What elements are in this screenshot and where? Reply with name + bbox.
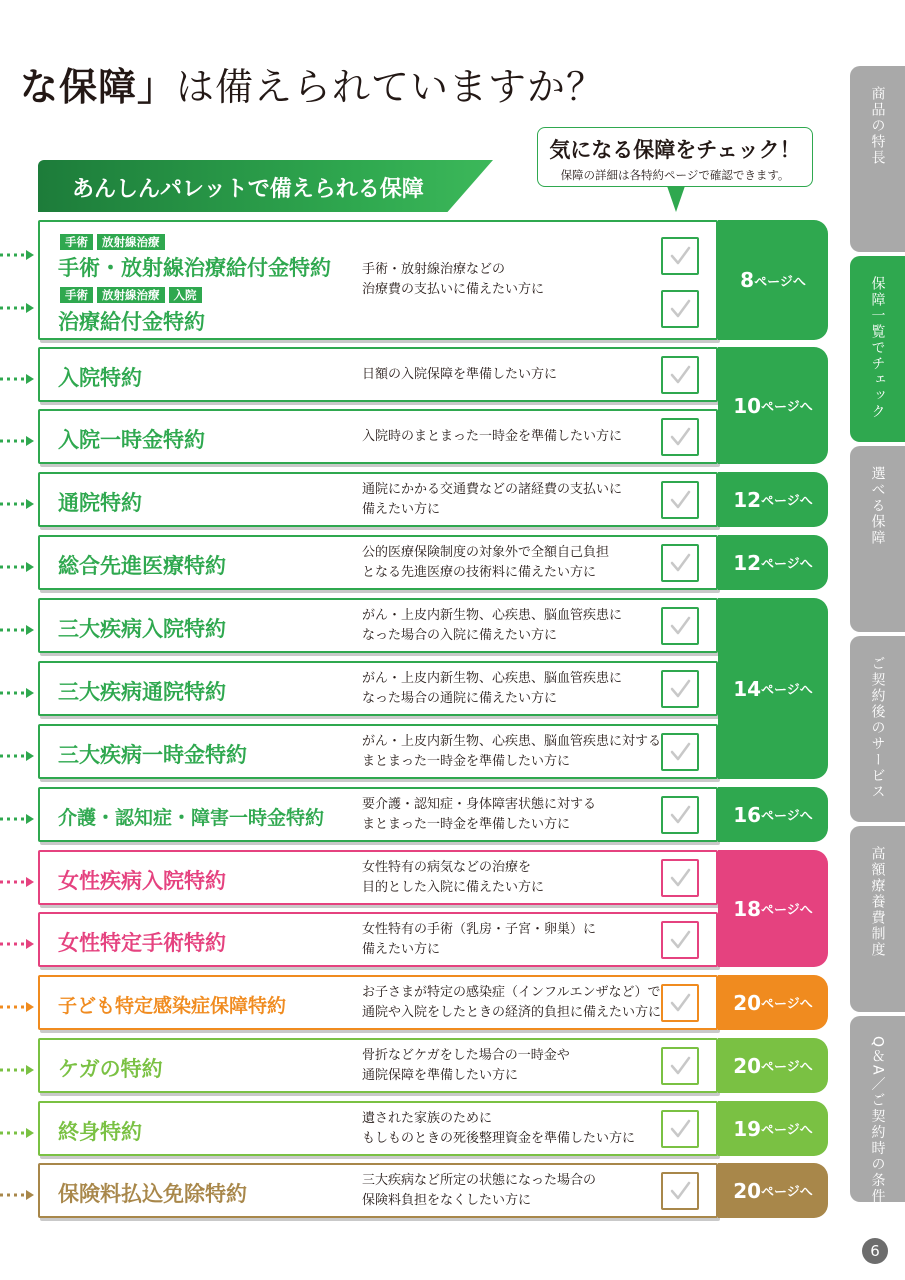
page-link-number: 20 — [733, 1178, 762, 1203]
side-tab[interactable] — [850, 1016, 905, 1205]
check-box[interactable] — [661, 921, 699, 959]
page-link-number: 18 — [733, 896, 762, 921]
coverage-row — [38, 661, 718, 716]
page-link-button[interactable] — [718, 347, 828, 464]
coverage-description — [362, 480, 622, 520]
page-link-button[interactable] — [718, 850, 828, 967]
dotted-arrow-icon — [0, 683, 36, 693]
side-tab[interactable] — [850, 826, 905, 1012]
coverage-name: 女性疾病入院特約 — [58, 869, 226, 893]
coverage-row — [38, 1163, 718, 1218]
check-box[interactable] — [661, 670, 699, 708]
description-line: 保険料負担をなくしたい方に — [362, 1192, 532, 1208]
description-line: 目的とした入院に備えたい方に — [362, 879, 545, 895]
description-line: なった場合の入院に備えたい方に — [362, 627, 558, 643]
check-box[interactable] — [661, 290, 699, 328]
coverage-row — [38, 472, 718, 527]
description-line: なった場合の通院に備えたい方に — [362, 690, 558, 706]
page-link-number: 14 — [733, 676, 762, 701]
dotted-arrow-icon — [0, 809, 36, 819]
category-tag: 放射線治療 — [97, 234, 165, 250]
coverage-name: 入院特約 — [58, 366, 142, 390]
side-tab-label: 保障一覧でチェック — [869, 276, 886, 420]
description-line: がん・上皮内新生物、心疾患、脳血管疾患に — [362, 670, 623, 686]
page-link-number: 12 — [733, 487, 762, 512]
section-banner-text: あんしんパレットで備えられる保障 — [72, 177, 424, 202]
category-tag: 手術 — [60, 234, 93, 250]
check-box[interactable] — [661, 1172, 699, 1210]
coverage-description — [362, 1046, 570, 1086]
page-link-unit: ページへ — [761, 903, 813, 918]
page-title — [20, 56, 605, 111]
coverage-description — [362, 1171, 596, 1211]
page-link-unit: ページへ — [761, 400, 813, 415]
description-line: お子さまが特定の感染症（インフルエンザなど）で — [362, 984, 661, 1000]
page-link-unit: ページへ — [761, 997, 813, 1012]
tag-group — [60, 287, 202, 303]
coverage-row — [38, 787, 718, 842]
description-line: 骨折などケガをした場合の一時金や — [362, 1047, 570, 1063]
dotted-arrow-icon — [0, 934, 36, 944]
coverage-name: 三大疾病入院特約 — [58, 617, 226, 641]
check-box[interactable] — [661, 1110, 699, 1148]
side-tab[interactable] — [850, 636, 905, 822]
page-link-button[interactable] — [718, 975, 828, 1030]
page-link-unit: ページへ — [754, 274, 806, 290]
coverage-name: 総合先進医療特約 — [58, 554, 226, 578]
side-tab[interactable] — [850, 256, 905, 442]
page-link-unit: ページへ — [761, 1060, 813, 1075]
coverage-name: 介護・認知症・障害一時金特約 — [58, 807, 325, 829]
category-tag: 手術 — [60, 287, 93, 303]
page-link-unit: ページへ — [761, 557, 813, 572]
check-box[interactable] — [661, 356, 699, 394]
page-link-number: 20 — [733, 990, 762, 1015]
description-line: まとまった一時金を準備したい方に — [362, 816, 571, 832]
description-line: がん・上皮内新生物、心疾患、脳血管疾患に対する — [362, 733, 662, 749]
dotted-arrow-icon — [0, 1060, 36, 1070]
dotted-arrow-icon — [0, 620, 36, 630]
title-rest: は備えられていますか？ — [176, 65, 606, 109]
page-link-number: 10 — [733, 393, 762, 418]
dotted-arrow-icon — [0, 431, 36, 441]
check-callout — [537, 127, 813, 187]
description-line: まとまった一時金を準備したい方に — [362, 753, 571, 769]
description-line: 女性特有の手術（乳房・子宮・卵巣）に — [362, 921, 597, 937]
side-tab[interactable] — [850, 446, 905, 632]
coverage-name: 女性特定手術特約 — [58, 931, 226, 955]
side-tab-label: 選べる保障 — [869, 466, 886, 546]
coverage-name: 治療給付金特約 — [58, 310, 205, 334]
page-link-number: 12 — [733, 550, 762, 575]
page-link-unit: ページへ — [761, 1185, 813, 1200]
description-line: 入院時のまとまった一時金を準備したい方に — [362, 428, 623, 444]
page-number: 6 — [862, 1238, 888, 1264]
description-line: 通院保障を準備したい方に — [362, 1067, 519, 1083]
coverage-description — [362, 983, 661, 1023]
coverage-row — [38, 347, 718, 402]
page-link-button[interactable] — [718, 598, 828, 779]
page-link-number: 8 — [740, 268, 755, 292]
page-link-button[interactable] — [718, 1038, 828, 1093]
coverage-name: 入院一時金特約 — [58, 428, 205, 452]
description-line: 三大疾病など所定の状態になった場合の — [362, 1172, 597, 1188]
description-line: 通院にかかる交通費などの諸経費の支払いに — [362, 481, 623, 497]
coverage-row — [38, 535, 718, 590]
description-line: 手術・放射線治療などの — [362, 262, 506, 277]
coverage-name: 三大疾病通院特約 — [58, 680, 226, 704]
description-line: となる先進医療の技術料に備えたい方に — [362, 564, 597, 580]
check-box[interactable] — [661, 418, 699, 456]
coverage-row — [38, 724, 718, 779]
title-bold: な保障」 — [20, 65, 177, 109]
check-box[interactable] — [661, 607, 699, 645]
page-link-button[interactable] — [718, 1101, 828, 1156]
coverage-name: ケガの特約 — [58, 1057, 163, 1081]
coverage-description — [362, 795, 596, 835]
coverage-name: 通院特約 — [58, 491, 142, 515]
description-line: もしものときの死後整理資金を準備したい方に — [362, 1130, 636, 1146]
page-link-button[interactable] — [718, 535, 828, 590]
coverage-description — [362, 732, 661, 772]
dotted-arrow-icon — [0, 997, 36, 1007]
coverage-name: 手術・放射線治療給付金特約 — [58, 256, 331, 280]
dotted-arrow-icon — [0, 1185, 36, 1195]
page-link-button[interactable] — [718, 220, 828, 340]
coverage-description — [362, 606, 622, 646]
description-line: 女性特有の病気などの治療を — [362, 859, 532, 875]
coverage-row — [38, 912, 718, 967]
page-link-number: 19 — [733, 1116, 762, 1141]
description-line: 備えたい方に — [362, 501, 441, 517]
coverage-row — [38, 220, 718, 340]
check-box[interactable] — [661, 481, 699, 519]
page-link-button[interactable] — [718, 472, 828, 527]
description-line: 要介護・認知症・身体障害状態に対する — [362, 796, 597, 812]
check-box[interactable] — [661, 984, 699, 1022]
coverage-description — [362, 260, 544, 300]
coverage-name: 保険料払込免除特約 — [58, 1182, 247, 1206]
side-tab-label: Q＆A／ご契約時の条件 — [869, 1036, 886, 1205]
side-tab-label: 商品の特長 — [869, 86, 886, 166]
check-box[interactable] — [661, 237, 699, 275]
callout-pointer-arrow — [667, 186, 685, 212]
page-link-button[interactable] — [718, 1163, 828, 1218]
check-box[interactable] — [661, 859, 699, 897]
coverage-description — [362, 543, 609, 583]
page-link-unit: ページへ — [761, 809, 813, 824]
coverage-description — [362, 920, 596, 960]
check-box[interactable] — [661, 733, 699, 771]
dotted-arrow-icon — [0, 1123, 36, 1133]
side-tab[interactable] — [850, 66, 905, 252]
coverage-row — [38, 1101, 718, 1156]
coverage-name: 子ども特定感染症保障特約 — [58, 995, 287, 1017]
side-tab-label: 高額療養費制度 — [869, 846, 886, 958]
description-line: 備えたい方に — [362, 941, 441, 957]
coverage-description — [362, 427, 622, 447]
description-line: 遺された家族のために — [362, 1110, 493, 1126]
coverage-description — [362, 669, 622, 709]
description-line: 公的医療保険制度の対象外で全額自己負担 — [362, 544, 610, 560]
check-box[interactable] — [661, 796, 699, 834]
page-link-unit: ページへ — [761, 494, 813, 509]
coverage-row — [38, 975, 718, 1030]
description-line: 治療費の支払いに備えたい方に — [362, 282, 545, 297]
description-line: がん・上皮内新生物、心疾患、脳血管疾患に — [362, 607, 623, 623]
coverage-description — [362, 858, 544, 898]
category-tag: 入院 — [169, 287, 202, 303]
dotted-arrow-icon — [0, 494, 36, 504]
coverage-row — [38, 409, 718, 464]
check-box[interactable] — [661, 1047, 699, 1085]
coverage-description — [362, 1109, 635, 1149]
dotted-arrow-icon — [0, 245, 36, 255]
side-tab-label: ご契約後のサービス — [869, 656, 886, 800]
coverage-row — [38, 850, 718, 905]
coverage-row — [38, 598, 718, 653]
dotted-arrow-icon — [0, 872, 36, 882]
dotted-arrow-icon — [0, 298, 36, 308]
page-link-unit: ページへ — [761, 1123, 813, 1138]
page-link-number: 20 — [733, 1053, 762, 1078]
callout-note: 保障の詳細は各特約ページで確認できます。 — [560, 168, 790, 182]
page-link-unit: ページへ — [761, 683, 813, 698]
coverage-row — [38, 1038, 718, 1093]
tag-group — [60, 234, 165, 250]
page-link-button[interactable] — [718, 787, 828, 842]
coverage-description — [362, 365, 557, 385]
dotted-arrow-icon — [0, 746, 36, 756]
description-line: 通院や入院をしたときの経済的負担に備えたい方に — [362, 1004, 662, 1020]
category-tag: 放射線治療 — [97, 287, 165, 303]
check-box[interactable] — [661, 544, 699, 582]
page-link-number: 16 — [733, 802, 762, 827]
coverage-name: 三大疾病一時金特約 — [58, 743, 247, 767]
callout-title: 気になる保障をチェック！ — [549, 138, 801, 162]
coverage-name: 終身特約 — [58, 1120, 142, 1144]
dotted-arrow-icon — [0, 557, 36, 567]
dotted-arrow-icon — [0, 369, 36, 379]
description-line: 日額の入院保障を準備したい方に — [362, 366, 558, 382]
